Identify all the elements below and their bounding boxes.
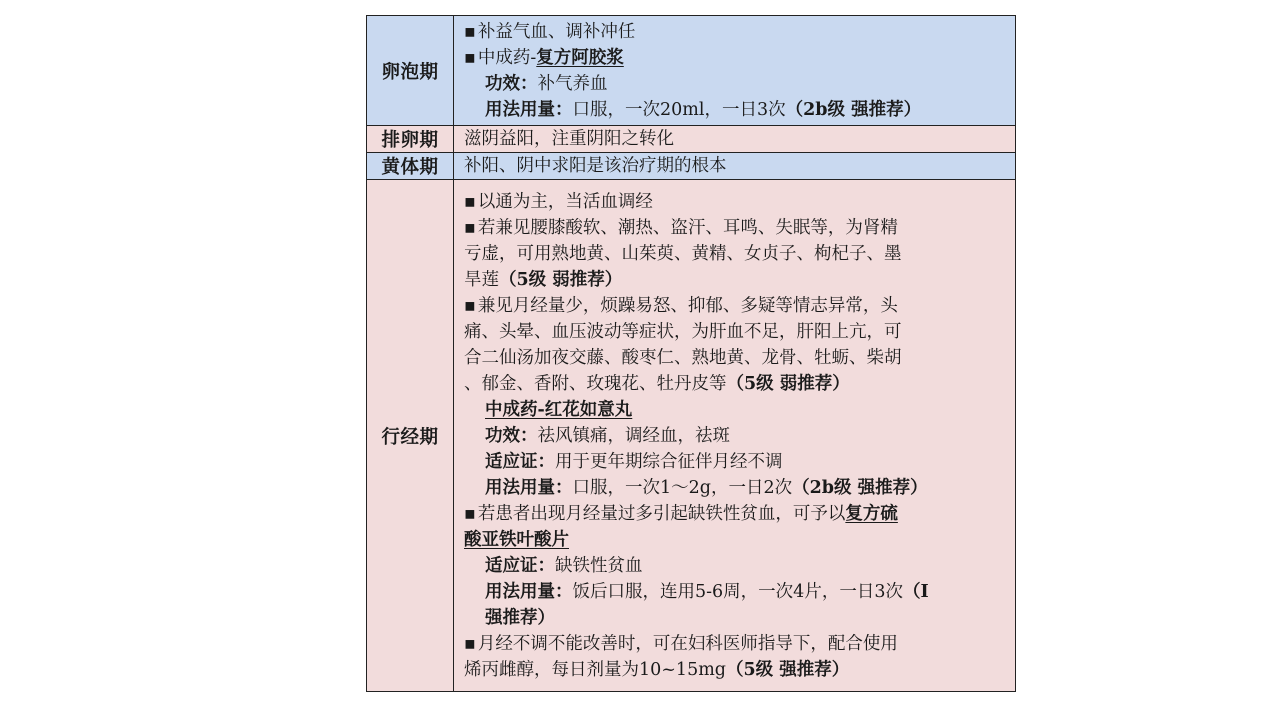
bullet-item: ▪ 若患者出现月经量过多引起缺铁性贫血，可予以复方硫 (464, 503, 898, 524)
efficacy-line: 功效：补气养血 (485, 73, 608, 94)
dosage-line: 用法用量：饭后口服，连用5-6周，一次4片，一日3次（Ⅰ (485, 581, 929, 602)
indication-line: 适应证：用于更年期综合征伴月经不调 (485, 451, 783, 472)
phase-label: 排卵期 (367, 126, 454, 153)
recommendation-grade: （2b级 强推荐） (785, 99, 922, 120)
phase-label: 行经期 (367, 180, 454, 692)
phase-content: ▪ 以通为主，当活血调经 ▪ 若兼见腰膝酸软、潮热、盗汗、耳鸣、失眠等，为肾精 亏虚，可用熟地黄、山茱萸、黄精、女贞子、枸杞子、墨 旱莲（5级 弱推荐） ▪ 兼见月经量少，烦躁易怒、抑郁、多疑等情志异常，头 痛、头晕、血压波动等症状，为肝血不足，肝阳上亢，可 合二仙汤加夜交藤、酸枣仁、熟地黄、龙骨、牡蛎、柴胡 、郁金、香附、玫瑰花、牡丹皮等（5级 弱推荐） 中成药-红花如意丸 功效：祛风镇痛，调经血，祛斑 适应证：用于更年期综合征伴月经不调 用法用量：口服，一次1～2g，一日2次（2b级 强推荐） ▪ 若患者出现月经量过多引起缺铁性贫血，可予以复方硫 酸亚铁叶酸片 适应证：缺铁性贫血 用法用量：饭后口服，连用5-6周，一次4片，一日3次（Ⅰ 强推荐） ▪ 月经不调不能改善时，可在妇科医师指导下，配合使用 烯丙雌醇，每日剂量为10~15mg（5级 强推荐） (454, 180, 1016, 692)
recommendation-grade: （5级 弱推荐） (499, 269, 623, 290)
indication-line: 适应证：缺铁性贫血 (485, 555, 643, 576)
phase-content: 补阳、阴中求阳是该治疗期的根本 (454, 153, 1016, 180)
bullet-item: ▪ 若兼见腰膝酸软、潮热、盗汗、耳鸣、失眠等，为肾精 (464, 217, 898, 238)
recommendation-grade: （5级 强推荐） (726, 659, 850, 680)
bullet-item: ▪ 以通为主，当活血调经 (464, 191, 653, 212)
drug-name: 酸亚铁叶酸片 (464, 529, 569, 550)
drug-name: 复方硫 (845, 503, 898, 524)
dosage-line: 用法用量：口服，一次1～2g，一日2次（2b级 强推荐） (485, 477, 928, 498)
bullet-item: ▪ 兼见月经量少，烦躁易怒、抑郁、多疑等情志异常，头 (464, 295, 898, 316)
recommendation-grade: （5级 弱推荐） (726, 373, 850, 394)
phase-label: 卵泡期 (367, 16, 454, 126)
treatment-table (366, 15, 1016, 692)
recommendation-grade: （2b级 强推荐） (792, 477, 928, 498)
bullet-item: ▪ 补益气血、调补冲任 (464, 21, 636, 42)
drug-name: 中成药-红花如意丸 (485, 399, 633, 420)
phase-label: 黄体期 (367, 153, 454, 180)
bullet-item: ▪ 月经不调不能改善时，可在妇科医师指导下，配合使用 (464, 633, 898, 654)
drug-name: 复方阿胶浆 (536, 47, 624, 68)
phase-content: 滋阴益阳，注重阴阳之转化 (454, 126, 1016, 153)
table-row-luteal (367, 153, 1016, 180)
table-row-ovulation (367, 126, 1016, 153)
recommendation-grade: （Ⅰ (902, 581, 929, 602)
recommendation-grade: 强推荐） (485, 607, 555, 628)
bullet-item: ▪ 中成药-复方阿胶浆 (464, 47, 624, 68)
table-row-follicular (367, 16, 1016, 126)
dosage-line: 用法用量：口服，一次20ml，一日3次（2b级 强推荐） (485, 99, 922, 120)
phase-content (454, 16, 1016, 126)
efficacy-line: 功效：祛风镇痛，调经血，祛斑 (485, 425, 730, 446)
table-row-menstruation (367, 180, 1016, 692)
